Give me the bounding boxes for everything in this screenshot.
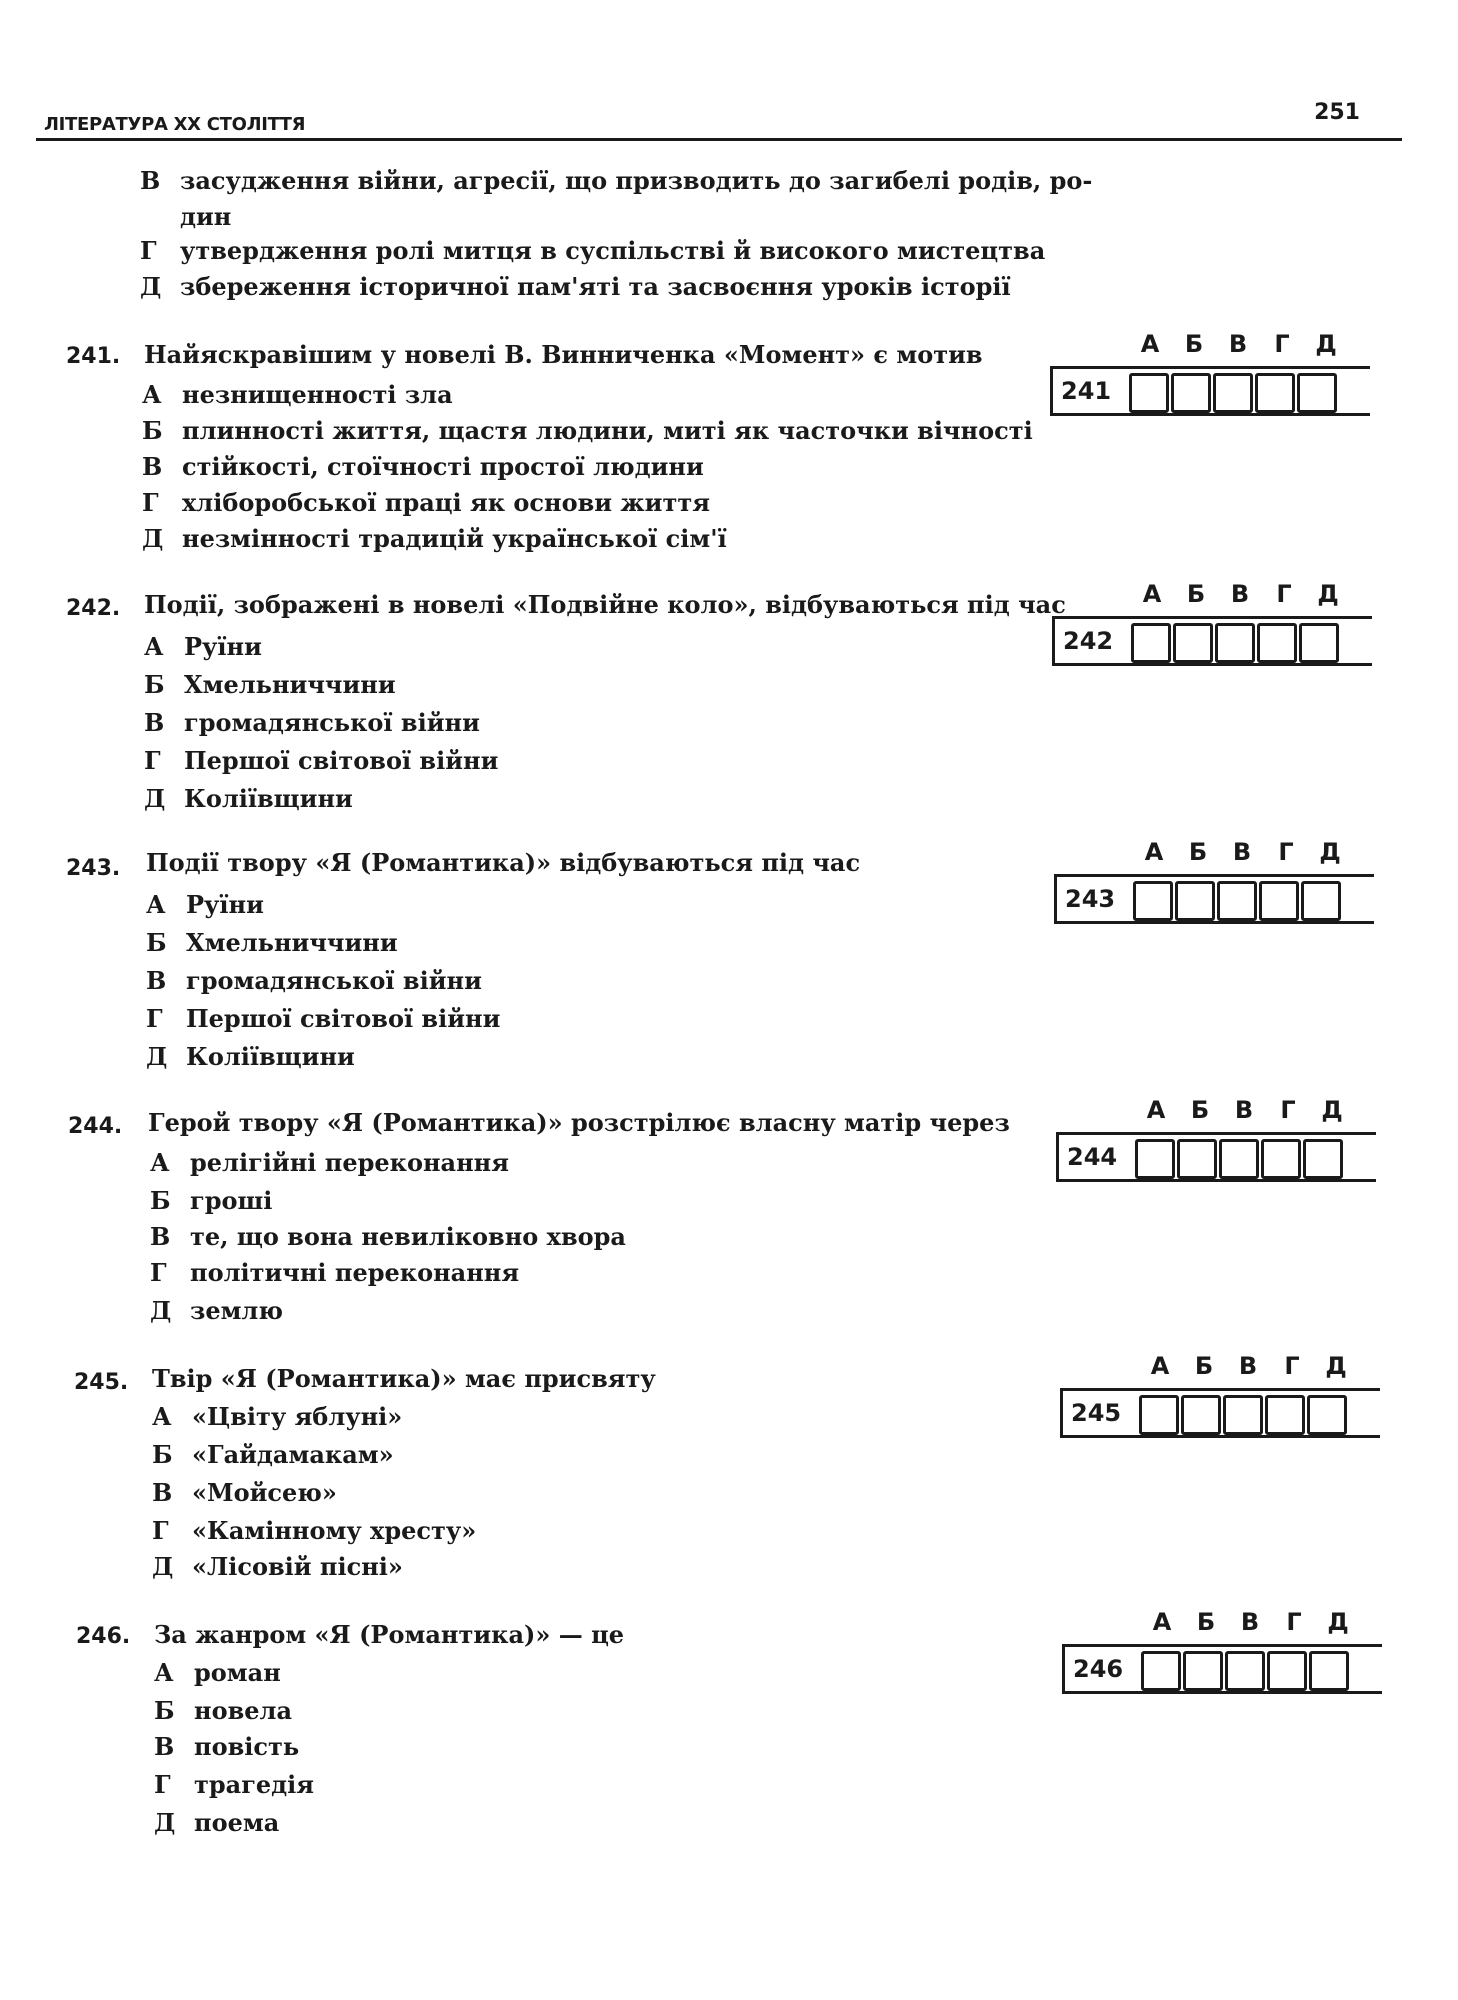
grid-label: 244 (1067, 1143, 1118, 1171)
question-number: 241. (66, 344, 121, 369)
question-stem: Найяскравішим у новелі В. Винниченка «Момент» є мотив (144, 340, 983, 369)
list-item: Г політичні переконання (150, 1258, 520, 1287)
list-item: Г Першої світової війни (146, 1004, 501, 1033)
list-item: В те, що вона невиліковно хвора (150, 1222, 626, 1251)
answer-cell-b[interactable] (1177, 1139, 1217, 1179)
answer-box (1052, 616, 1372, 666)
list-item: Б Хмельниччини (144, 670, 396, 699)
answer-cell-h[interactable] (1259, 881, 1299, 921)
answer-cell-h[interactable] (1257, 623, 1297, 663)
answer-cell-a[interactable] (1141, 1651, 1181, 1691)
list-item: Г хліборобської праці як основи життя (142, 488, 710, 517)
question-stem: За жанром «Я (Романтика)» — це (154, 1620, 625, 1649)
question-number: 244. (68, 1114, 123, 1139)
answer-cell-d[interactable] (1301, 881, 1341, 921)
page-number: 251 (1314, 100, 1360, 125)
answer-cell-v[interactable] (1223, 1395, 1263, 1435)
question-stem: Події твору «Я (Романтика)» відбуваються під час (146, 848, 861, 877)
answer-box (1050, 366, 1370, 416)
list-item: Б плинності життя, щастя людини, миті як часточки вічності (142, 416, 1033, 445)
list-item: Б новела (154, 1696, 292, 1725)
list-item: Г трагедія (154, 1770, 315, 1799)
list-item: дин (180, 202, 232, 231)
header-divider (36, 138, 1402, 141)
answer-cell-h[interactable] (1267, 1651, 1307, 1691)
question-stem: Герой твору «Я (Романтика)» розстрілює власну матір через (148, 1108, 1010, 1137)
list-item: Б Хмельниччини (146, 928, 398, 957)
answer-cell-v[interactable] (1217, 881, 1257, 921)
list-item: В громадянської війни (146, 966, 482, 995)
list-item: Д збереження історичної пам'яті та засвоєння уроків історії (140, 272, 1011, 301)
grid-label: 242 (1063, 627, 1114, 655)
list-item: В «Мойсею» (152, 1478, 337, 1507)
list-item: А незнищенності зла (142, 380, 453, 409)
answer-cell-b[interactable] (1175, 881, 1215, 921)
answer-cell-a[interactable] (1129, 373, 1169, 413)
grid-label: 241 (1061, 377, 1112, 405)
answer-cell-v[interactable] (1213, 373, 1253, 413)
answer-cell-v[interactable] (1225, 1651, 1265, 1691)
grid-label: 245 (1071, 1399, 1122, 1427)
answer-box (1054, 874, 1374, 924)
answer-cell-a[interactable] (1135, 1139, 1175, 1179)
list-item: А Руїни (146, 890, 264, 919)
list-item: А роман (154, 1658, 281, 1687)
answer-cell-b[interactable] (1171, 373, 1211, 413)
list-item: Б «Гайдамакам» (152, 1440, 394, 1469)
list-item: Б гроші (150, 1186, 273, 1215)
answer-cell-a[interactable] (1139, 1395, 1179, 1435)
list-item: Д Коліївщини (146, 1042, 355, 1071)
grid-column-letters: А Б В Г Д (1142, 580, 1339, 608)
list-item: В стійкості, стоїчності простої людини (142, 452, 704, 481)
answer-cell-h[interactable] (1255, 373, 1295, 413)
grid-column-letters: А Б В Г Д (1140, 330, 1337, 358)
grid-label: 243 (1065, 885, 1116, 913)
list-item: Г «Камінному хресту» (152, 1516, 477, 1545)
answer-box (1060, 1388, 1380, 1438)
list-item: Д Коліївщини (144, 784, 353, 813)
list-item: А Руїни (144, 632, 262, 661)
answer-box (1056, 1132, 1376, 1182)
list-item: А релігійні переконання (150, 1148, 509, 1177)
list-item: Д незмінності традицій української сім'ї (142, 524, 727, 553)
question-number: 245. (74, 1370, 129, 1395)
answer-cell-a[interactable] (1131, 623, 1171, 663)
grid-column-letters: А Б В Г Д (1144, 838, 1341, 866)
list-item: Г утвердження ролі митця в суспільстві й високого мистецтва (140, 236, 1046, 265)
answer-cell-h[interactable] (1265, 1395, 1305, 1435)
list-item: В засудження війни, агресії, що призводить до загибелі родів, ро- (140, 166, 1093, 195)
answer-cell-h[interactable] (1261, 1139, 1301, 1179)
answer-cell-d[interactable] (1309, 1651, 1349, 1691)
list-item: Д землю (150, 1296, 283, 1325)
answer-cell-d[interactable] (1297, 373, 1337, 413)
list-item: В повість (154, 1732, 300, 1761)
list-item: В громадянської війни (144, 708, 480, 737)
answer-cell-v[interactable] (1219, 1139, 1259, 1179)
question-number: 242. (66, 596, 121, 621)
question-stem: Події, зображені в новелі «Подвійне коло», відбуваються під час (144, 590, 1066, 619)
section-title: ЛІТЕРАТУРА XX СТОЛІТТЯ (44, 114, 306, 135)
question-stem: Твір «Я (Романтика)» має присвяту (152, 1364, 656, 1393)
answer-cell-b[interactable] (1173, 623, 1213, 663)
grid-column-letters: А Б В Г Д (1146, 1096, 1343, 1124)
list-item: Д поема (154, 1808, 280, 1837)
answer-cell-b[interactable] (1183, 1651, 1223, 1691)
answer-cell-d[interactable] (1307, 1395, 1347, 1435)
question-number: 243. (66, 856, 121, 881)
question-number: 246. (76, 1624, 131, 1649)
grid-label: 246 (1073, 1655, 1124, 1683)
answer-box (1062, 1644, 1382, 1694)
answer-cell-a[interactable] (1133, 881, 1173, 921)
grid-column-letters: А Б В Г Д (1152, 1608, 1349, 1636)
list-item: Д «Лісовій пісні» (152, 1552, 403, 1581)
answer-cell-v[interactable] (1215, 623, 1255, 663)
grid-column-letters: А Б В Г Д (1150, 1352, 1347, 1380)
answer-cell-d[interactable] (1303, 1139, 1343, 1179)
list-item: А «Цвіту яблуні» (152, 1402, 403, 1431)
list-item: Г Першої світової війни (144, 746, 499, 775)
answer-cell-d[interactable] (1299, 623, 1339, 663)
answer-cell-b[interactable] (1181, 1395, 1221, 1435)
